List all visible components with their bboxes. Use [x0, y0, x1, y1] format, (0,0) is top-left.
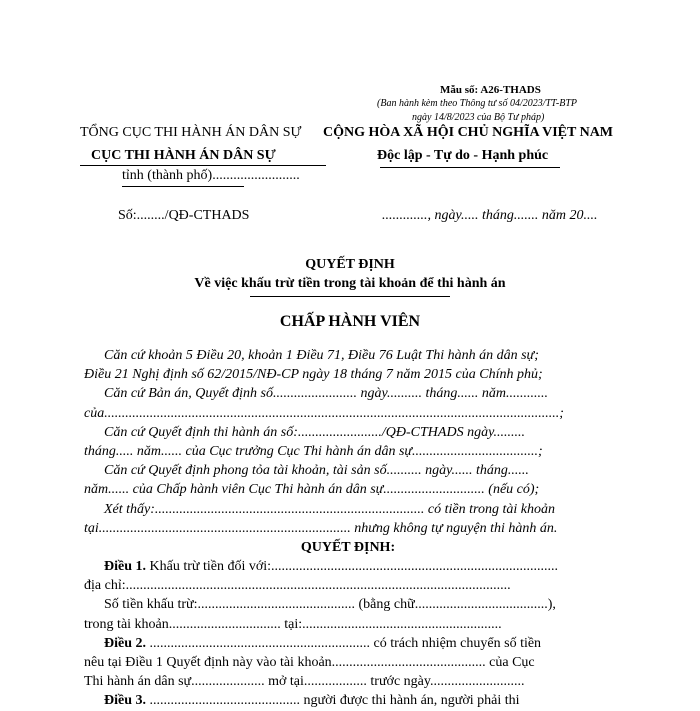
article-2-line [84, 634, 612, 653]
province-underline [122, 186, 244, 187]
form-note-line-2: ngày 14/8/2023 của Bộ Tư pháp) [412, 112, 545, 123]
body-line: Căn cứ Quyết định phong tỏa tài khoản, tài sản số.......... ngày...... tháng...... [104, 463, 529, 479]
body-line: Xét thấy:............................................................................. có tiền trong tài khoản [104, 501, 555, 517]
decision-date: ............., ngày..... tháng....... năm 20.... [382, 208, 598, 223]
issuer-role: CHẤP HÀNH VIÊN [279, 313, 421, 330]
article-1-text: Khấu trừ tiền đối với:.................................................................................. [149, 559, 559, 575]
decision-number: Số:......../QĐ-CTHADS [118, 208, 250, 223]
national-title: CỘNG HÒA XÃ HỘI CHỦ NGHĨA VIỆT NAM [323, 125, 614, 140]
article-2-label: Điều 2. [104, 635, 146, 651]
article-3-line [84, 691, 612, 710]
document-subject: Về việc khấu trừ tiền trong tài khoản để thi hành án [194, 276, 506, 291]
article-3-label: Điều 3. [104, 693, 146, 709]
org-underline [80, 165, 326, 166]
document-title: QUYẾT ĐỊNH [305, 257, 395, 272]
body-line: Điều 21 Nghị định số 62/2015/NĐ-CP ngày 18 tháng 7 năm 2015 của Chính phủ; [84, 367, 543, 383]
body-line: Căn cứ Quyết định thi hành án số:......................../QĐ-CTHADS ngày......... [104, 424, 526, 440]
motto-underline [380, 167, 560, 168]
article-1-line [84, 557, 612, 576]
body-line: nêu tại Điều 1 Quyết định này vào tài khoản............................................ của Cục [84, 655, 535, 670]
subject-underline [250, 296, 450, 297]
issuing-org-parent: TỔNG CỤC THI HÀNH ÁN DÂN SỰ [80, 125, 302, 140]
article-2-text: ............................................................... có trách nhiệm chuyển số tiền [149, 635, 542, 651]
body-line: tại........................................................................ nhưng không tự nguyện thi hành án. [84, 520, 558, 536]
body-line: địa chỉ:.............................................................................................................. [84, 578, 511, 594]
article-1-label: Điều 1. [104, 559, 146, 575]
issuing-org-province: tỉnh (thành phố)......................... [122, 168, 300, 183]
body-line: tháng..... năm...... của Cục trưởng Cục Thi hành án dân sự....................................; [84, 443, 543, 459]
body-line: năm...... của Chấp hành viên Cục Thi hành án dân sự............................. (nếu có); [84, 482, 540, 498]
body-line: Thi hành án dân sự..................... mở tại.................. trước ngày........................... [84, 674, 525, 690]
issuing-org: CỤC THI HÀNH ÁN DÂN SỰ [91, 148, 276, 163]
body-line: của..................................................................................................................................; [84, 405, 564, 421]
national-motto: Độc lập - Tự do - Hạnh phúc [377, 148, 549, 163]
form-code: Mẫu số: A26-THADS [440, 84, 541, 96]
body-line: trong tài khoản................................ tại:......................................................... [84, 616, 502, 632]
decision-heading: QUYẾT ĐỊNH: [300, 539, 396, 555]
article-3-text: ........................................... người được thi hành án, người phải thi [149, 693, 520, 709]
body-line: Số tiền khấu trừ:............................................. (bằng chữ......................................), [104, 597, 556, 613]
form-note-line-1: (Ban hành kèm theo Thông tư số 04/2023/TT-BTP [377, 98, 577, 109]
body-line: Căn cứ khoản 5 Điều 20, khoản 1 Điều 71, Điều 76 Luật Thi hành án dân sự; [104, 348, 539, 363]
body-line: Căn cứ Bản án, Quyết định số........................ ngày.......... tháng...... năm............ [104, 386, 548, 402]
document-body [84, 346, 612, 711]
